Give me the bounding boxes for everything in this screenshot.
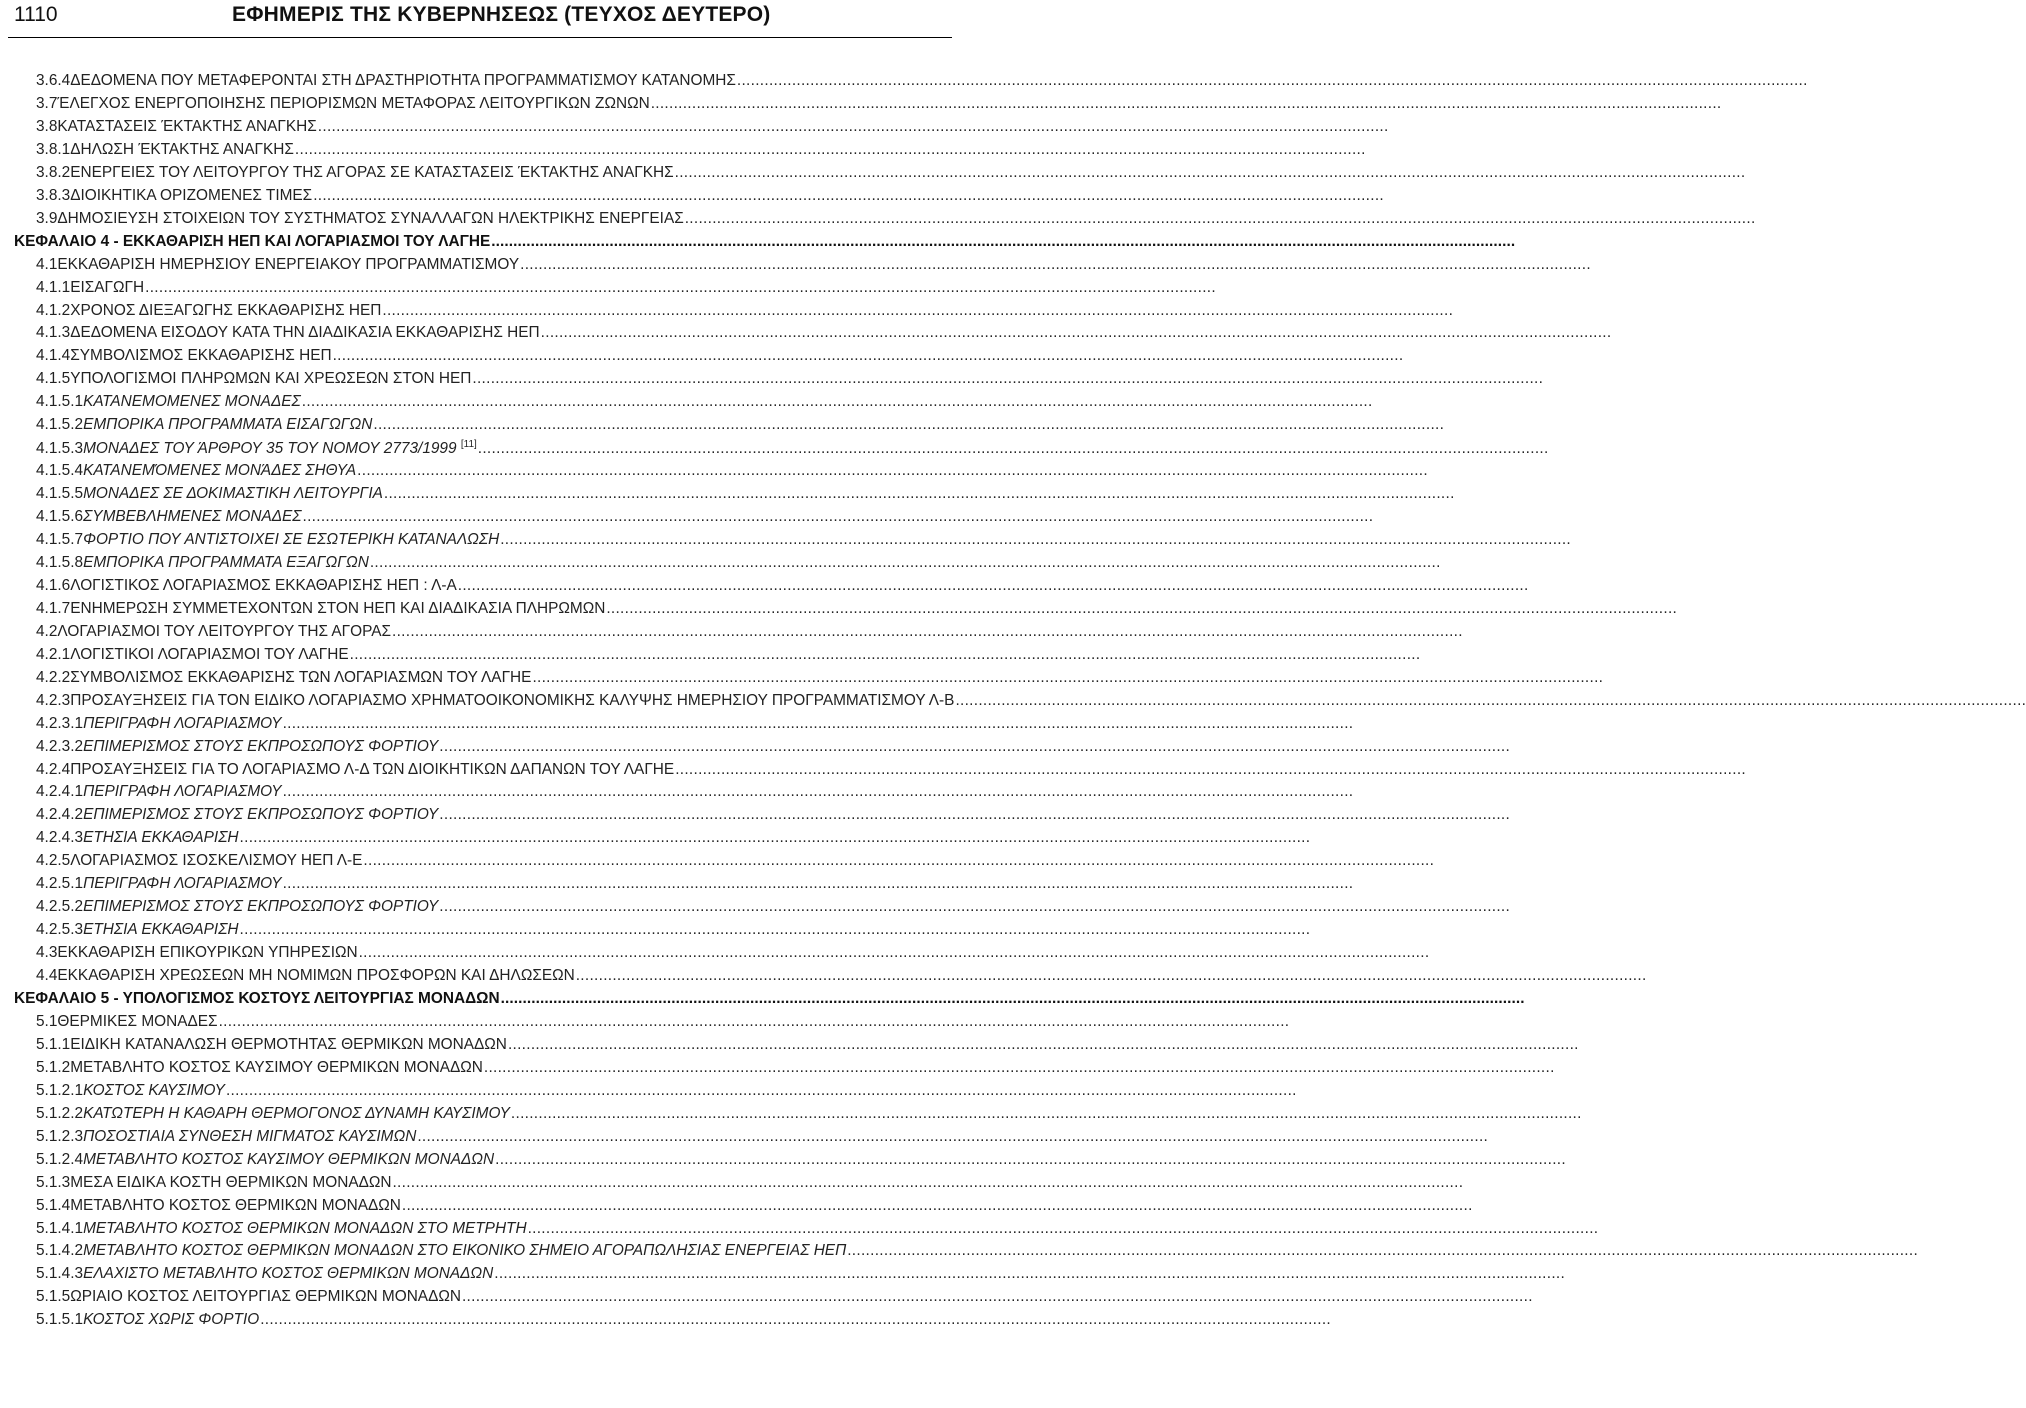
toc-number: 5.1.5 [36, 1288, 71, 1306]
toc-number: 4.2.3.2 [36, 737, 84, 755]
toc-title: ΣΥΜΒΕΒΛΗΜΕΝΕΣ ΜΟΝΑΔΕΣ [83, 508, 302, 526]
toc-entry[interactable] [36, 1082, 895, 1102]
toc-title: ΥΠΟΛΟΓΙΣΜΟΙ ΠΛΗΡΩΜΩΝ ΚΑΙ ΧΡΕΩΣΕΩΝ ΣΤΟΝ ΗΕΠ [70, 370, 472, 388]
toc-title: ΚΑΤΑΣΤΑΣΕΙΣ ΈΚΤΑΚΤΗΣ ΑΝΑΓΚΗΣ [57, 117, 317, 135]
dot-leader [295, 141, 1366, 159]
toc-title: ΔΙΟΙΚΗΤΙΚΑ ΟΡΙΖΟΜΕΝΕΣ ΤΙΜΕΣ [70, 186, 313, 204]
toc-entry[interactable] [36, 852, 895, 872]
toc-number: 4.1.5.3 [36, 440, 84, 458]
toc-number: 4.1.5.1 [36, 393, 84, 411]
toc-entry[interactable] [36, 669, 895, 689]
toc-chapter[interactable] [14, 233, 895, 253]
toc-entry[interactable] [36, 531, 895, 551]
toc-title: ΕΠΙΜΕΡΙΣΜΟΣ ΣΤΟΥΣ ΕΚΠΡΟΣΩΠΟΥΣ ΦΟΡΤΙΟΥ [83, 806, 439, 824]
dot-leader [318, 118, 1389, 136]
toc-title: ΔΗΛΩΣΗ ΈΚΤΑΚΤΗΣ ΑΝΑΓΚΗΣ [70, 140, 294, 158]
toc-title: ΠΡΟΣΑΥΞΗΣΕΙΣ ΓΙΑ ΤΟΝ ΕΙΔΙΚΟ ΛΟΓΑΡΙΑΣΜΟ ΧΡΗΜΑΤΟΟΙΚΟΝΟΜΙΚΗΣ ΚΑΛΥΨΗΣ ΗΜΕΡΗΣΙΟΥ ΠΡΟΓΡΑΜΜΑΤΙΣΜΟΥ Λ-Β [70, 691, 955, 709]
toc-entry[interactable] [36, 256, 895, 276]
toc-title: ΜΕΤΑΒΛΗΤΟ ΚΟΣΤΟΣ ΘΕΡΜΙΚΩΝ ΜΟΝΑΔΩΝ [70, 1196, 401, 1214]
toc-entry[interactable] [36, 462, 895, 482]
toc-number: 4.1.5.2 [36, 416, 84, 434]
dot-leader [392, 623, 1463, 641]
toc-title: ΔΗΜΟΣΙΕΥΣΗ ΣΤΟΙΧΕΙΩΝ ΤΟΥ ΣΥΣΤΗΜΑΤΟΣ ΣΥΝΑΛΛΑΓΩΝ ΗΛΕΚΤΡΙΚΗΣ ΕΝΕΡΓΕΙΑΣ [57, 209, 684, 227]
gazette-title: ΕΦΗΜΕΡΙΣ ΤΗΣ ΚΥΒΕΡΝΗΣΕΩΣ (ΤΕΥΧΟΣ ΔΕΥΤΕΡΟ) [232, 3, 771, 26]
toc-title: ΚΟΣΤΟΣ ΚΑΥΣΙΜΟΥ [83, 1081, 225, 1099]
dot-leader [382, 302, 1453, 320]
toc-entry[interactable] [36, 646, 895, 666]
dot-leader [462, 1288, 1533, 1306]
toc-entry[interactable] [36, 1197, 895, 1217]
toc-title: ΜΟΝΑΔΕΣ ΤΟΥ ΆΡΘΡΟΥ 35 ΤΟΥ ΝΟΜΟΥ 2773/1999 [11] [83, 439, 477, 458]
toc-entry[interactable] [36, 577, 895, 597]
toc-entry[interactable] [36, 600, 895, 620]
dot-leader [685, 210, 1756, 228]
toc-entry[interactable] [36, 1265, 895, 1285]
dot-leader [439, 738, 1510, 756]
toc-number: 5.1.2.2 [36, 1104, 84, 1122]
toc-number: 4.1.4 [36, 347, 71, 365]
toc-title: ΛΟΓΙΣΤΙΚΟΙ ΛΟΓΑΡΙΑΣΜΟΙ ΤΟΥ ΛΑΓΗΕ [70, 645, 349, 663]
toc-title: ΕΚΚΑΘΑΡΙΣΗ ΕΠΙΚΟΥΡΙΚΩΝ ΥΠΗΡΕΣΙΩΝ [57, 944, 358, 962]
toc-title: ΜΟΝΑΔΕΣ ΣΕ ΔΟΚΙΜΑΣΤΙΚΗ ΛΕΙΤΟΥΡΓΙΑ [83, 485, 383, 503]
dot-leader [484, 1059, 1555, 1077]
toc-number: 4.2.5 [36, 852, 71, 870]
toc-number: 4.1.3 [36, 324, 71, 342]
dot-leader [363, 852, 1434, 870]
toc-entry[interactable] [36, 1220, 895, 1240]
dot-leader [494, 1265, 1565, 1283]
toc-entry[interactable] [36, 806, 895, 826]
toc-entry[interactable] [36, 393, 895, 413]
toc-number: 5.1.1 [36, 1035, 71, 1053]
dot-leader [495, 1151, 1566, 1169]
dot-leader [219, 1013, 1290, 1031]
dot-leader [606, 600, 1677, 618]
toc-title: ΕΜΠΟΡΙΚΑ ΠΡΟΓΡΑΜΜΑΤΑ ΕΙΣΑΓΩΓΩΝ [83, 416, 373, 434]
toc-entry[interactable] [36, 324, 895, 344]
toc-title: ΛΟΓΑΡΙΑΣΜΟΙ ΤΟΥ ΛΕΙΤΟΥΡΓΟΥ ΤΗΣ ΑΓΟΡΑΣ [57, 622, 392, 640]
toc-entry[interactable] [36, 416, 895, 436]
toc-entry[interactable] [36, 1128, 895, 1148]
toc-number: 4.2.5.1 [36, 875, 84, 893]
toc-title: ΈΛΕΓΧΟΣ ΕΝΕΡΓΟΠΟΙΗΣΗΣ ΠΕΡΙΟΡΙΣΜΩΝ ΜΕΤΑΦΟΡΑΣ ΛΕΙΤΟΥΡΓΙΚΩΝ ΖΩΝΩΝ [57, 94, 650, 112]
toc-entry[interactable] [36, 1242, 895, 1262]
dot-leader [392, 1174, 1463, 1192]
toc-number: 5.1.4.1 [36, 1219, 84, 1237]
toc-title: ΕΤΗΣΙΑ ΕΚΚΑΘΑΡΙΣΗ [83, 921, 239, 939]
dot-leader [472, 370, 1543, 388]
toc-entry[interactable] [36, 921, 895, 941]
toc-entry[interactable] [36, 302, 895, 322]
dot-leader [651, 95, 1722, 113]
toc-number: 4.1.1 [36, 278, 71, 296]
dot-leader [417, 1128, 1488, 1146]
toc-entry[interactable] [36, 508, 895, 528]
toc-number: ΚΕΦΑΛΑΙΟ 4 - ΕΚΚΑΘΑΡΙΣΗ ΗΕΠ ΚΑΙ ΛΟΓΑΡΙΑΣΜΟΙ ΤΟΥ ΛΑΓΗΕ [14, 232, 491, 250]
toc-entry[interactable] [36, 439, 895, 459]
toc-number: 3.8.1 [36, 140, 71, 158]
toc-entry[interactable] [36, 783, 895, 803]
toc-entry[interactable] [36, 967, 895, 987]
toc-number: 5.1.4.3 [36, 1265, 84, 1283]
toc-number: 5.1.4.2 [36, 1242, 84, 1260]
dot-leader [500, 531, 1571, 549]
dot-leader [478, 440, 1549, 458]
toc-number: 5.1.2.1 [36, 1081, 84, 1099]
dot-leader [303, 508, 1374, 526]
toc-entry[interactable] [36, 141, 895, 161]
dot-leader [350, 646, 1421, 664]
dot-leader [508, 1036, 1579, 1054]
toc-number: 5.1.3 [36, 1173, 71, 1191]
toc-title: ΕΠΙΜΕΡΙΣΜΟΣ ΣΤΟΥΣ ΕΚΠΡΟΣΩΠΟΥΣ ΦΟΡΤΙΟΥ [83, 898, 439, 916]
dot-leader [737, 72, 1808, 90]
toc-entry[interactable] [36, 761, 895, 781]
toc-number: 3.8.2 [36, 163, 71, 181]
toc-title: ΛΟΓΙΣΤΙΚΟΣ ΛΟΓΑΡΙΑΣΜΟΣ ΕΚΚΑΘΑΡΙΣΗΣ ΗΕΠ : Λ-Α [70, 576, 457, 594]
toc-title: ΛΟΓΑΡΙΑΣΜΟΣ ΙΣΟΣΚΕΛΙΣΜΟΥ ΗΕΠ Λ-Ε [70, 852, 363, 870]
toc-entry[interactable] [36, 118, 895, 138]
toc-number: 5.1.2.4 [36, 1150, 84, 1168]
toc-title: ΕΚΚΑΘΑΡΙΣΗ ΧΡΕΩΣΕΩΝ ΜΗ ΝΟΜΙΜΩΝ ΠΡΟΣΦΟΡΩΝ ΚΑΙ ΔΗΛΩΣΕΩΝ [57, 967, 575, 985]
dot-leader [283, 783, 1354, 801]
dot-leader [145, 279, 1216, 297]
toc-number: 4.1.5.6 [36, 508, 84, 526]
toc-number: 4.3 [36, 944, 58, 962]
toc-number: 4.2.2 [36, 668, 71, 686]
toc-number: 4.1.5 [36, 370, 71, 388]
toc-number: 3.9 [36, 209, 58, 227]
toc-title: ΣΥΜΒΟΛΙΣΜΟΣ ΕΚΚΑΘΑΡΙΣΗΣ ΗΕΠ [70, 347, 332, 365]
dot-leader [511, 1105, 1582, 1123]
toc-title: ΜΕΤΑΒΛΗΤΟ ΚΟΣΤΟΣ ΚΑΥΣΙΜΟΥ ΘΕΡΜΙΚΩΝ ΜΟΝΑΔΩΝ [70, 1058, 483, 1076]
toc-title: ΕΙΔΙΚΗ ΚΑΤΑΝΑΛΩΣΗ ΘΕΡΜΟΤΗΤΑΣ ΘΕΡΜΙΚΩΝ ΜΟΝΑΔΩΝ [70, 1035, 507, 1053]
toc-title: ΕΙΣΑΓΩΓΗ [70, 278, 145, 296]
dot-leader [283, 875, 1354, 893]
toc-title: ΜΕΤΑΒΛΗΤΟ ΚΟΣΤΟΣ ΚΑΥΣΙΜΟΥ ΘΕΡΜΙΚΩΝ ΜΟΝΑΔΩΝ [83, 1150, 495, 1168]
dot-leader [313, 187, 1384, 205]
toc-entry[interactable] [36, 691, 955, 712]
toc-title: ΠΡΟΣΑΥΞΗΣΕΙΣ ΓΙΑ ΤΟ ΛΟΓΑΡΙΑΣΜΟ Λ-Δ ΤΩΝ ΔΙΟΙΚΗΤΙΚΩΝ ΔΑΠΑΝΩΝ ΤΟΥ ΛΑΓΗΕ [70, 760, 675, 778]
dot-leader [402, 1197, 1473, 1215]
toc-title: ΩΡΙΑΙΟ ΚΟΣΤΟΣ ΛΕΙΤΟΥΡΓΙΑΣ ΘΕΡΜΙΚΩΝ ΜΟΝΑΔΩΝ [70, 1288, 461, 1306]
toc-title: ΕΝΕΡΓΕΙΕΣ ΤΟΥ ΛΕΙΤΟΥΡΓΟΥ ΤΗΣ ΑΓΟΡΑΣ ΣΕ ΚΑΤΑΣΤΑΣΕΙΣ ΈΚΤΑΚΤΗΣ ΑΝΑΓΚΗΣ [70, 163, 674, 181]
toc-entry[interactable] [36, 370, 895, 390]
dot-leader [576, 967, 1647, 985]
toc-title: ΕΝΗΜΕΡΩΣΗ ΣΥΜΜΕΤΕΧΟΝΤΩΝ ΣΤΟΝ ΗΕΠ ΚΑΙ ΔΙΑΔΙΚΑΣΙΑ ΠΛΗΡΩΜΩΝ [70, 599, 606, 617]
toc-title: ΜΕΤΑΒΛΗΤΟ ΚΟΣΤΟΣ ΘΕΡΜΙΚΩΝ ΜΟΝΑΔΩΝ ΣΤΟ ΜΕΤΡΗΤΗ [83, 1219, 527, 1237]
toc-entry[interactable] [36, 1311, 895, 1331]
dot-leader [491, 233, 1515, 251]
toc-entry[interactable] [36, 898, 895, 918]
toc-title: ΕΛΑΧΙΣΤΟ ΜΕΤΑΒΛΗΤΟ ΚΟΣΤΟΣ ΘΕΡΜΙΚΩΝ ΜΟΝΑΔΩΝ [83, 1265, 494, 1283]
toc-entry[interactable] [36, 485, 895, 505]
toc-number: 4.1 [36, 255, 58, 273]
dot-leader [359, 944, 1430, 962]
toc-number: 4.1.6 [36, 576, 71, 594]
toc-entry[interactable] [36, 715, 895, 735]
dot-leader [955, 692, 2026, 710]
dot-leader [675, 761, 1746, 779]
toc-number: 3.8.3 [36, 186, 71, 204]
toc-title: ΚΑΤΑΝΕΜΌΜΕΝΕΣ ΜΟΝΆΔΕΣ ΣΗΘΥΑ [83, 462, 357, 480]
dot-leader [384, 485, 1455, 503]
toc-number: 4.1.7 [36, 599, 71, 617]
dot-leader [240, 829, 1311, 847]
toc-number: 4.2.4.3 [36, 829, 84, 847]
toc-title: ΠΕΡΙΓΡΑΦΗ ΛΟΓΑΡΙΑΣΜΟΥ [83, 714, 282, 732]
toc-entry[interactable] [36, 829, 895, 849]
toc-entry[interactable] [36, 1151, 895, 1171]
dot-leader [357, 462, 1428, 480]
dot-leader [439, 806, 1510, 824]
toc-entry[interactable] [36, 164, 895, 184]
toc-entry[interactable] [36, 738, 895, 758]
toc-entry[interactable] [36, 554, 895, 574]
toc-entry[interactable] [36, 279, 895, 299]
dot-leader [283, 715, 1354, 733]
toc-title: ΜΕΣΑ ΕΙΔΙΚΑ ΚΟΣΤΗ ΘΕΡΜΙΚΩΝ ΜΟΝΑΔΩΝ [70, 1173, 392, 1191]
toc-title: ΕΜΠΟΡΙΚΑ ΠΡΟΓΡΑΜΜΑΤΑ ΕΞΑΓΩΓΩΝ [83, 553, 369, 571]
toc-number: 5.1.4 [36, 1196, 71, 1214]
toc-title: ΘΕΡΜΙΚΕΣ ΜΟΝΑΔΕΣ [57, 1012, 218, 1030]
toc-title: ΕΤΗΣΙΑ ΕΚΚΑΘΑΡΙΣΗ [83, 829, 239, 847]
toc-entry[interactable] [36, 1174, 895, 1194]
page-number: 1110 [14, 3, 58, 26]
page-header [0, 0, 960, 40]
dot-leader [675, 164, 1746, 182]
toc-number: 4.2.5.2 [36, 898, 84, 916]
toc-number: 5.1.2.3 [36, 1127, 84, 1145]
toc-number: 3.6.4 [36, 72, 71, 89]
toc-entry[interactable] [36, 95, 895, 115]
dot-leader [528, 1220, 1599, 1238]
toc-entry[interactable] [36, 1013, 895, 1033]
toc-number: 5.1.2 [36, 1058, 71, 1076]
dot-leader [541, 324, 1612, 342]
dot-leader [226, 1082, 1297, 1100]
toc-title: ΕΚΚΑΘΑΡΙΣΗ ΗΜΕΡΗΣΙΟΥ ΕΝΕΡΓΕΙΑΚΟΥ ΠΡΟΓΡΑΜΜΑΤΙΣΜΟΥ [57, 255, 520, 273]
header-divider [8, 37, 952, 38]
dot-leader [240, 921, 1311, 939]
toc-title: ΠΕΡΙΓΡΑΦΗ ΛΟΓΑΡΙΑΣΜΟΥ [83, 875, 282, 893]
toc-entry[interactable] [36, 1288, 895, 1308]
toc-entry[interactable] [36, 623, 895, 643]
toc-number: 3.7 [36, 94, 58, 112]
toc-number: 4.2.4.2 [36, 806, 84, 824]
toc-entry[interactable] [36, 210, 895, 230]
toc-number: 4.2.3 [36, 691, 71, 709]
toc-number: 3.8 [36, 117, 58, 135]
toc-title: ΧΡΟΝΟΣ ΔΙΕΞΑΓΩΓΗΣ ΕΚΚΑΘΑΡΙΣΗΣ ΗΕΠ [70, 301, 382, 319]
toc-title: ΕΠΙΜΕΡΙΣΜΟΣ ΣΤΟΥΣ ΕΚΠΡΟΣΩΠΟΥΣ ΦΟΡΤΙΟΥ [83, 737, 439, 755]
dot-leader [370, 554, 1441, 572]
dot-leader [333, 347, 1404, 365]
toc-number: 4.2.4.1 [36, 783, 84, 801]
toc-entry[interactable] [36, 1059, 895, 1079]
toc-title: ΜΕΤΑΒΛΗΤΟ ΚΟΣΤΟΣ ΘΕΡΜΙΚΩΝ ΜΟΝΑΔΩΝ ΣΤΟ ΕΙΚΟΝΙΚΟ ΣΗΜΕΙΟ ΑΓΟΡΑΠΩΛΗΣΙΑΣ ΕΝΕΡΓΕΙΑΣ ΗΕΠ [83, 1242, 847, 1260]
toc-number: 4.2.5.3 [36, 921, 84, 939]
dot-leader [373, 416, 1444, 434]
toc-title: ΠΟΣΟΣΤΙΑΙΑ ΣΥΝΘΕΣΗ ΜΙΓΜΑΤΟΣ ΚΑΥΣΙΜΩΝ [83, 1127, 417, 1145]
toc-number: 4.1.5.8 [36, 553, 84, 571]
dot-leader [520, 256, 1591, 274]
toc-number: 4.1.2 [36, 301, 71, 319]
toc-entry[interactable] [36, 1036, 895, 1056]
toc-number: 4.2.4 [36, 760, 71, 778]
toc-title: ΔΕΔΟΜΕΝΑ ΕΙΣΟΔΟΥ ΚΑΤΑ ΤΗΝ ΔΙΑΔΙΚΑΣΙΑ ΕΚΚΑΘΑΡΙΣΗΣ ΗΕΠ [70, 324, 540, 342]
toc-title: ΠΕΡΙΓΡΑΦΗ ΛΟΓΑΡΙΑΣΜΟΥ [83, 783, 282, 801]
toc-number: 4.4 [36, 967, 58, 985]
toc-number: 4.2.3.1 [36, 714, 84, 732]
footnote-reference: [11] [460, 439, 477, 451]
toc-number: 5.1 [36, 1012, 58, 1030]
toc-number: 4.1.5.7 [36, 531, 84, 548]
toc-number: 4.1.5.5 [36, 485, 84, 503]
toc-number: ΚΕΦΑΛΑΙΟ 5 - ΥΠΟΛΟΓΙΣΜΟΣ ΚΟΣΤΟΥΣ ΛΕΙΤΟΥΡΓΙΑΣ ΜΟΝΑΔΩΝ [14, 990, 500, 1007]
toc-entry[interactable] [36, 187, 895, 207]
toc-number: 4.1.5.4 [36, 462, 84, 480]
dot-leader [302, 393, 1373, 411]
toc-entry[interactable] [36, 944, 895, 964]
dot-leader [501, 990, 1525, 1008]
dot-leader [439, 898, 1510, 916]
toc-number: 4.2.1 [36, 645, 71, 663]
toc-title: ΔΕΔΟΜΕΝΑ ΠΟΥ ΜΕΤΑΦΕΡΟΝΤΑΙ ΣΤΗ ΔΡΑΣΤΗΡΙΟΤΗΤΑ ΠΡΟΓΡΑΜΜΑΤΙΣΜΟΥ ΚΑΤΑΝΟΜΗΣ [70, 72, 736, 89]
toc-title: ΣΥΜΒΟΛΙΣΜΟΣ ΕΚΚΑΘΑΡΙΣΗΣ ΤΩΝ ΛΟΓΑΡΙΑΣΜΩΝ ΤΟΥ ΛΑΓΗΕ [70, 668, 532, 686]
toc-title: ΚΑΤΑΝΕΜΟΜΕΝΕΣ ΜΟΝΑΔΕΣ [83, 393, 301, 411]
toc-entry[interactable] [36, 1105, 895, 1125]
toc-entry[interactable] [36, 875, 895, 895]
dot-leader [260, 1311, 1331, 1329]
dot-leader [847, 1242, 1918, 1260]
dot-leader [532, 669, 1603, 687]
toc-chapter[interactable] [14, 990, 895, 1010]
dot-leader [458, 577, 1529, 595]
toc-entry[interactable] [36, 72, 895, 92]
toc-title: ΚΟΣΤΟΣ ΧΩΡΙΣ ΦΟΡΤΙΟ [83, 1311, 260, 1329]
toc-title: ΦΟΡΤΙΟ ΠΟΥ ΑΝΤΙΣΤΟΙΧΕΙ ΣΕ ΕΣΩΤΕΡΙΚΗ ΚΑΤΑΝΑΛΩΣΗ [83, 531, 500, 548]
toc-entry[interactable] [36, 347, 895, 367]
toc-number: 4.2 [36, 622, 58, 640]
toc-number: 5.1.5.1 [36, 1311, 84, 1329]
toc-title: ΚΑΤΩΤΕΡΗ Η ΚΑΘΑΡΗ ΘΕΡΜΟΓΟΝΟΣ ΔΥΝΑΜΗ ΚΑΥΣΙΜΟΥ [83, 1104, 510, 1122]
